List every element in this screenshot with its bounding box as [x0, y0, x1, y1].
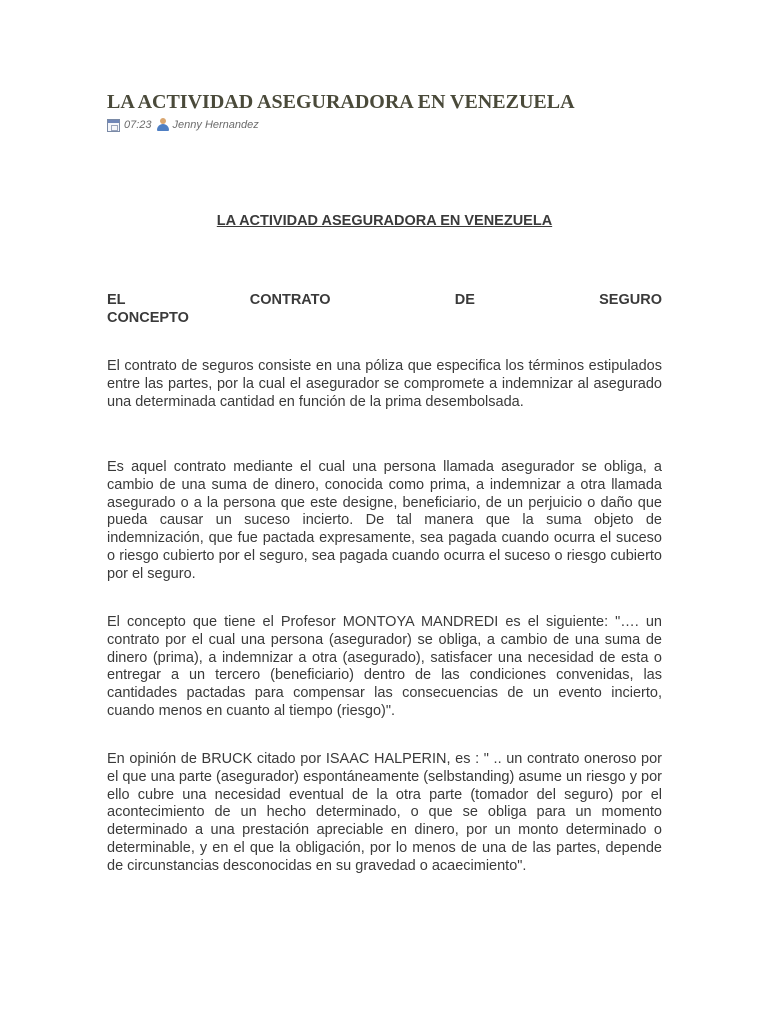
section-title-word: CONTRATO [249, 292, 331, 308]
post-title[interactable]: LA ACTIVIDAD ASEGURADORA EN VENEZUELA [107, 91, 575, 113]
section-title [107, 292, 662, 309]
paragraph: Es aquel contrato mediante el cual una persona llamada asegurador se obliga, a cambio de una suma de dinero, conocida como prima, a indemnizar a otra llamada asegurado o a la persona que este designe, beneficiario, de un perjuicio o daño que pueda causar un suceso incierto. De tal manera que la suma objeto de indemnización, que fue pactada expresamente, sea pagada cuando ocurra el suceso o riesgo cubierto por el seguro, sea pagada cuando ocurra el suceso o riesgo cubierto por el seguro. [107, 459, 662, 582]
paragraph: El contrato de seguros consiste en una póliza que especifica los términos estipulados entre las partes, por la cual el asegurador se compromete a indemnizar al asegurado una determinada cantidad en función de la prima desembolsada. [107, 358, 662, 410]
section-title-word: SEGURO [599, 292, 662, 308]
post-meta [107, 116, 259, 134]
user-icon [156, 118, 170, 132]
paragraph: El concepto que tiene el Profesor MONTOYA MANDREDI es el siguiente: "…. un contrato por el cual una persona (asegurador) se obliga, a cambio de una suma de dinero (prima), a indemnizar a otra (asegurado), satisfacer una necesidad de esta o entregar a un tercero (beneficiario) dentro de las condiciones convenidas, las cantidades pactadas para compensar las consecuencias de un evento incierto, cuando menos en cuanto al tiempo (riesgo)". [107, 614, 662, 719]
post-time[interactable]: 07:23 [124, 119, 152, 131]
document-heading: LA ACTIVIDAD ASEGURADORA EN VENEZUELA [216, 213, 553, 229]
paragraph: En opinión de BRUCK citado por ISAAC HALPERIN, es : " .. un contrato oneroso por el que una parte (asegurador) espontáneamente (selbstanding) asume un riesgo y por ello cubre una necesidad eventual de la otra parte (tomador del seguro) por el acontecimiento de un hecho determinado, o que se obliga para un momento determinado a una prestación apreciable en dinero, por un monto determinado o determinable, y en el que la obligación, por lo menos de una de las partes, depende de circunstancias desconocidas en su gravedad o acaecimiento". [107, 751, 662, 874]
calendar-icon [107, 119, 120, 132]
section-title-word: EL [107, 292, 126, 308]
post-author[interactable]: Jenny Hernandez [172, 119, 259, 131]
section-title-word: DE [454, 292, 475, 308]
section-subtitle: CONCEPTO [107, 310, 189, 326]
